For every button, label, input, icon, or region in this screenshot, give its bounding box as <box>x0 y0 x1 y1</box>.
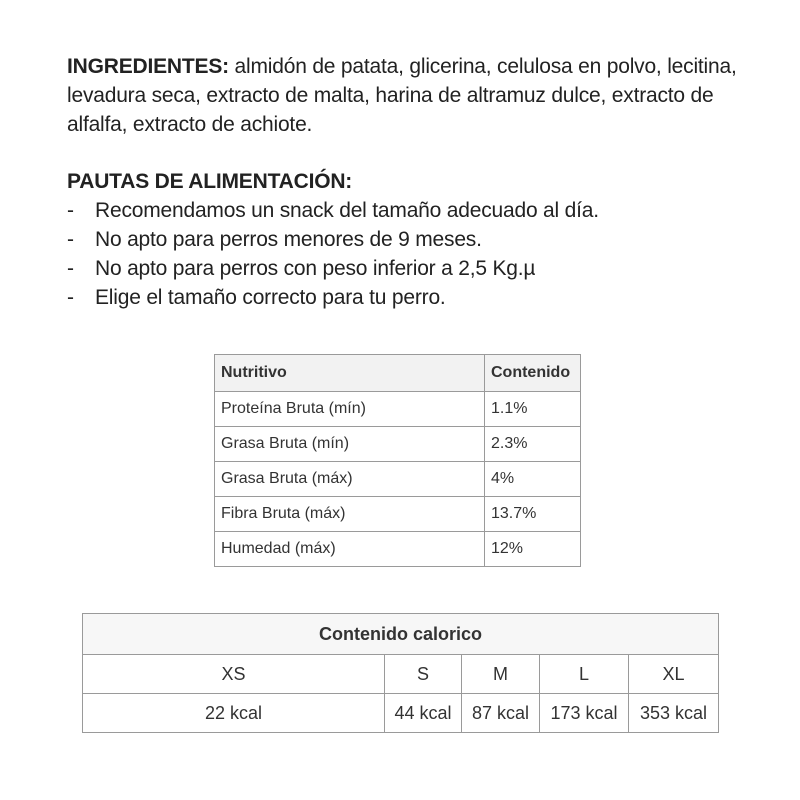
nutrition-table <box>214 354 581 567</box>
list-item-text: Recomendamos un snack del tamaño adecuado al día. <box>95 199 599 222</box>
ingredients-label: INGREDIENTES: <box>67 55 229 78</box>
table-row <box>83 655 719 694</box>
table-title-row <box>83 614 719 655</box>
table-row <box>215 462 581 497</box>
list-dash: - <box>67 286 74 309</box>
nutrient-cell: Humedad (máx) <box>215 532 485 567</box>
nutrient-cell: Grasa Bruta (máx) <box>215 462 485 497</box>
content-cell: 1.1% <box>485 392 581 427</box>
column-header-nutrient: Nutritivo <box>215 355 485 392</box>
kcal-cell-m: 87 kcal <box>462 694 540 733</box>
size-cell-s: S <box>385 655 462 694</box>
list-item <box>67 196 599 225</box>
content-cell: 13.7% <box>485 497 581 532</box>
list-item <box>67 283 599 312</box>
content-cell: 2.3% <box>485 427 581 462</box>
column-header-content: Contenido <box>485 355 581 392</box>
table-row <box>215 427 581 462</box>
size-cell-xs: XS <box>83 655 385 694</box>
feeding-guidelines-list <box>67 196 599 312</box>
table-row <box>215 497 581 532</box>
table-row <box>215 532 581 567</box>
feeding-guidelines-title: PAUTAS DE ALIMENTACIÓN: <box>67 170 353 193</box>
list-dash: - <box>67 257 74 280</box>
content-cell: 12% <box>485 532 581 567</box>
size-cell-l: L <box>540 655 629 694</box>
calorie-table-title: Contenido calorico <box>83 614 719 655</box>
table-header-row <box>215 355 581 392</box>
size-cell-xl: XL <box>629 655 719 694</box>
nutrient-cell: Proteína Bruta (mín) <box>215 392 485 427</box>
kcal-cell-s: 44 kcal <box>385 694 462 733</box>
kcal-cell-l: 173 kcal <box>540 694 629 733</box>
nutrient-cell: Fibra Bruta (máx) <box>215 497 485 532</box>
nutrient-cell: Grasa Bruta (mín) <box>215 427 485 462</box>
list-item <box>67 225 599 254</box>
list-dash: - <box>67 199 74 222</box>
size-cell-m: M <box>462 655 540 694</box>
content-cell: 4% <box>485 462 581 497</box>
kcal-cell-xl: 353 kcal <box>629 694 719 733</box>
ingredients-text: almidón de patata, glicerina, celulosa en polvo, lecitina, levadura seca, extracto de malta, harina de altramuz dulce, extracto de alfalfa, extracto de achiote. <box>67 55 737 136</box>
list-item-text: Elige el tamaño correcto para tu perro. <box>95 286 446 309</box>
ingredients-paragraph <box>67 52 767 139</box>
table-row <box>83 694 719 733</box>
list-item-text: No apto para perros menores de 9 meses. <box>95 228 482 251</box>
kcal-cell-xs: 22 kcal <box>83 694 385 733</box>
list-item <box>67 254 599 283</box>
calorie-table <box>82 613 719 733</box>
table-row <box>215 392 581 427</box>
list-item-text: No apto para perros con peso inferior a 2,5 Kg.µ <box>95 257 536 280</box>
list-dash: - <box>67 228 74 251</box>
